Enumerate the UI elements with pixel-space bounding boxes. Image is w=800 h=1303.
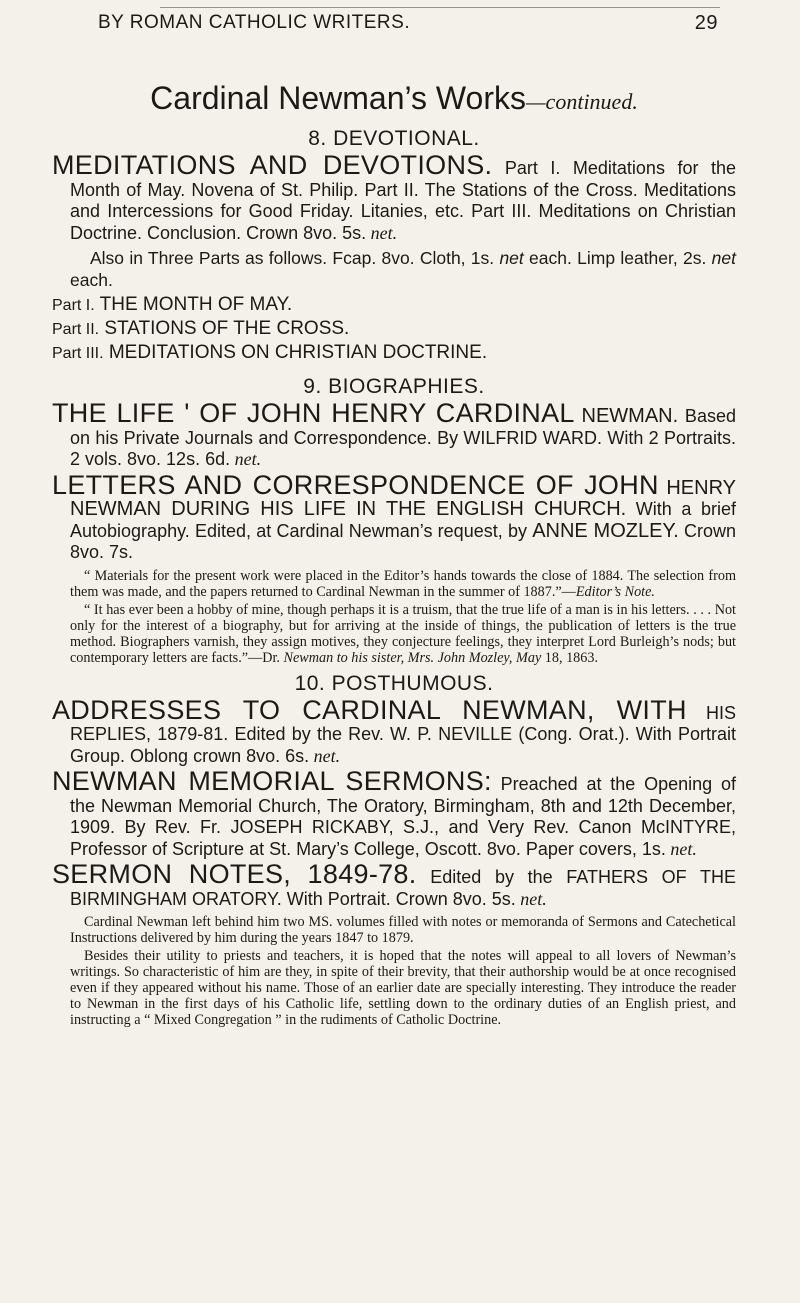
entry-net: net. [665, 838, 697, 859]
entry-body: Part I. Meditations for the Month of May. Novena of St. Philip. Part II. The Stations of the Cross. Meditations and Intercessions for Good Friday. Litanies, etc. Part III. Meditations on Christian Doctrine. Conclusion. Crown 8vo. 5s. [70, 158, 736, 243]
entry-net: net. [366, 222, 398, 243]
part-title: STATIONS OF THE CROSS. [104, 318, 350, 339]
entry-meditations [52, 150, 736, 244]
note-source: Newman to his sister, Mrs. John Mozley, May [283, 649, 542, 666]
part-title: THE MONTH OF MAY. [99, 294, 293, 315]
description-note: Besides their utility to priests and teachers, it is hoped that the notes will appeal to all lovers of Newman’s writings. So characteristic of him are they, in spite of their brevity, that their authorship would be at once recognised even if they appeared without his name. Those of an earlier date are specially interesting. They introduce the reader to Newman in the first days of his Catholic life, settling down to the ordinary duties of an English priest, and instructing a “ Mixed Congregation ” in the rudiments of Catholic Doctrine. [70, 948, 736, 1028]
entry-memorial [52, 766, 736, 860]
page-title-text: Cardinal Newman’s Works [150, 80, 526, 116]
section-heading-posthumous: 10. POSTHUMOUS. [294, 671, 494, 695]
entry-body: Edited by the FATHERS OF THE BIRMINGHAM ORATORY. With Portrait. Crown 8vo. 5s. [70, 867, 736, 909]
entry-title: MEDITATIONS AND DEVOTIONS. [52, 150, 493, 180]
entry-title: ADDRESSES TO CARDINAL NEWMAN, WITH [52, 694, 687, 725]
entry-title: THE LIFE ' OF JOHN HENRY CARDINAL [52, 398, 575, 428]
page-title-continued: —continued. [526, 89, 638, 114]
entry-body: Based on his Private Journals and Correspondence. By WILFRID WARD. With 2 Portraits. 2 vols. 8vo. 12s. 6d. [70, 406, 736, 469]
part-label: Part II. [52, 321, 100, 338]
entry-title-cont: NEWMAN. [581, 405, 679, 427]
also-net-2: net [711, 248, 736, 268]
entry-body: Preached at the Opening of the Newman Memorial Church, The Oratory, Birmingham, 8th and 12th December, 1909. By Rev. Fr. JOSEPH RICKABY, S.J., and Very Rev. Canon McINTYRE, Professor of Scripture at St. Mary’s College, Oscott. 8vo. Paper covers, 1s. [70, 774, 736, 859]
also-net: net [499, 248, 524, 268]
entry-author: ANNE MOZLEY. [532, 519, 679, 542]
entry-price: Crown 8vo. 7s. [70, 520, 737, 562]
part-label: Part III. [52, 345, 104, 362]
note-text: “ Materials for the present work were placed in the Editor’s hands towards the close of 1884. The selection from them was made, and the papers returned to Cardinal Newman in the summer of 1887.”— [70, 567, 736, 600]
entry-title-cont: HENRY NEWMAN DURING HIS LIFE IN THE ENGLISH CHURCH. [70, 476, 736, 520]
quotation-note [52, 568, 736, 600]
also-text: Also in Three Parts as follows. Fcap. 8vo. Cloth, 1s. [90, 248, 500, 268]
running-head [98, 8, 718, 38]
part-line [52, 341, 736, 365]
part-line [52, 317, 736, 341]
page-number: 29 [694, 11, 718, 34]
entry-title: LETTERS AND CORRESPONDENCE OF JOHN [52, 469, 659, 500]
page-title [52, 80, 736, 117]
running-head-title: BY ROMAN CATHOLIC WRITERS. [98, 12, 411, 33]
entry-net: net. [309, 745, 341, 766]
note-date: 18, 1863. [541, 649, 598, 666]
entry-title: SERMON NOTES, 1849-78. [52, 859, 417, 889]
section-heading-devotional: 8. DEVOTIONAL. [308, 127, 480, 150]
note-text: “ It has ever been a hobby of mine, though perhaps it is a truism, that the true life of a man is in his letters. . . . Not only for the interest of a biography, but for arriving at the inside of things, the publication of letters is the true method. Biographers varnish, they assign motives, they conjecture feelings, they interpret Lord Burleigh’s nods; but contemporary letters are facts.”—Dr. [70, 601, 736, 666]
entry-also-parts [52, 248, 736, 291]
entry-net: net. [230, 449, 262, 469]
description-note: Cardinal Newman left behind him two MS. volumes filled with notes or memoranda of Sermons and Catechetical Instructions delivered by him during the years 1847 to 1879. [70, 914, 736, 946]
section-heading-biographies: 9. BIOGRAPHIES. [303, 375, 485, 398]
entry-addresses [52, 694, 736, 768]
entry-net: net. [515, 888, 547, 909]
entry-body: With a brief Autobiography. Edited, at Cardinal Newman’s request, by [70, 499, 737, 541]
also-text-mid: each. Limp leather, 2s. [523, 248, 712, 268]
quotation-note [52, 602, 736, 666]
part-title: MEDITATIONS ON CHRISTIAN DOCTRINE. [108, 342, 488, 363]
part-line [52, 293, 736, 317]
note-source: Editor’s Note. [575, 583, 655, 600]
entry-body: HIS REPLIES, 1879-81. Edited by the Rev. W. P. NEVILLE (Cong. Orat.). With Portrait Group. Oblong crown 8vo. 6s. [70, 702, 736, 766]
entry-title: NEWMAN MEMORIAL SERMONS: [52, 766, 492, 796]
also-text-end: each. [70, 269, 113, 290]
part-label: Part I. [52, 297, 95, 314]
entry-life [52, 398, 736, 471]
entry-sermon-notes [52, 859, 736, 910]
entry-letters [52, 469, 737, 564]
page-content [52, 80, 736, 1030]
